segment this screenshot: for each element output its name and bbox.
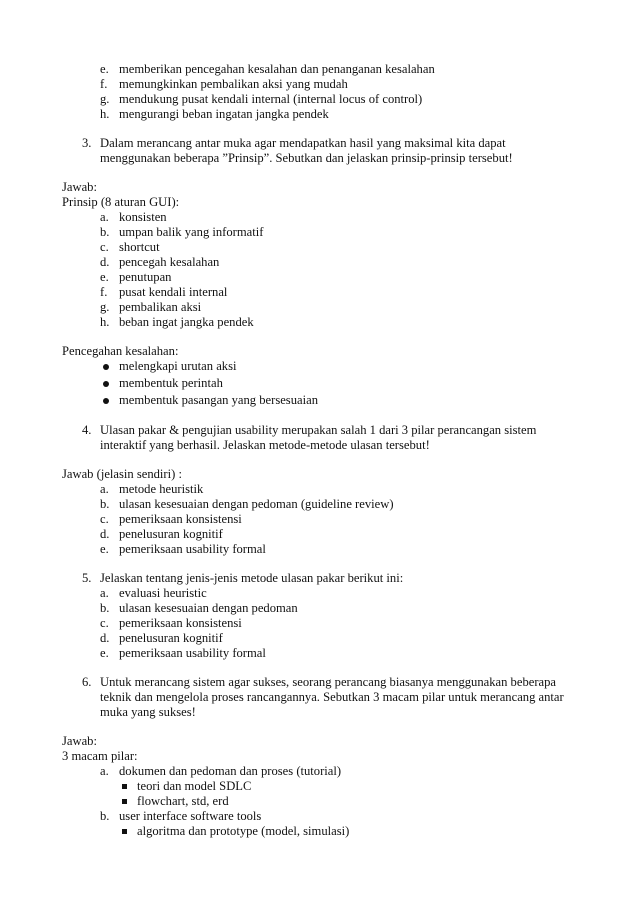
list-item: umpan balik yang informatif bbox=[119, 225, 264, 239]
list-item: memberikan pencegahan kesalahan dan penanganan kesalahan bbox=[119, 62, 435, 76]
list-marker: d. bbox=[100, 527, 110, 541]
sub-bullet-item: flowchart, std, erd bbox=[137, 794, 229, 808]
list-marker: f. bbox=[100, 285, 108, 299]
question-number: 4. bbox=[82, 423, 92, 437]
list-item: penelusuran kognitif bbox=[119, 527, 223, 541]
sub-bullet-item: algoritma dan prototype (model, simulasi) bbox=[137, 824, 350, 838]
list-marker: e. bbox=[100, 646, 109, 660]
list-marker: h. bbox=[100, 315, 110, 329]
square-bullet-icon bbox=[122, 799, 127, 804]
answer-label: Jawab: bbox=[62, 180, 97, 194]
list-item: penelusuran kognitif bbox=[119, 631, 223, 645]
list-item: pemeriksaan konsistensi bbox=[119, 512, 242, 526]
list-item: pusat kendali internal bbox=[119, 285, 228, 299]
list-item: memungkinkan pembalikan aksi yang mudah bbox=[119, 77, 348, 91]
list-marker: a. bbox=[100, 482, 109, 496]
question-text: teknik dan mengelola proses rancangannya. Sebutkan 3 macam pilar untuk merancang antar bbox=[100, 690, 564, 704]
list-item: mendukung pusat kendali internal (internal locus of control) bbox=[119, 92, 423, 106]
list-marker: h. bbox=[100, 107, 110, 121]
list-item: shortcut bbox=[119, 240, 160, 254]
question-text: Untuk merancang sistem agar sukses, seorang perancang biasanya menggunakan beberapa bbox=[100, 675, 557, 689]
list-marker: b. bbox=[100, 225, 110, 239]
answer-label: Jawab (jelasin sendiri) : bbox=[62, 467, 182, 481]
bullet-icon bbox=[103, 364, 109, 370]
list-marker: b. bbox=[100, 497, 110, 511]
question-number: 3. bbox=[82, 136, 92, 150]
question-text: Dalam merancang antar muka agar mendapatkan hasil yang maksimal kita dapat bbox=[100, 136, 506, 150]
list-item: user interface software tools bbox=[119, 809, 262, 823]
list-marker: e. bbox=[100, 542, 109, 556]
list-item: pembalikan aksi bbox=[119, 300, 202, 314]
list-item: pencegah kesalahan bbox=[119, 255, 220, 269]
question-text: muka yang sukses! bbox=[100, 705, 196, 719]
question-text: interaktif yang berhasil. Jelaskan metode-metode ulasan tersebut! bbox=[100, 438, 430, 452]
bullet-item: membentuk pasangan yang bersesuaian bbox=[119, 393, 318, 407]
list-marker: a. bbox=[100, 586, 109, 600]
question-number: 6. bbox=[82, 675, 92, 689]
question-text: menggunakan beberapa ”Prinsip”. Sebutkan dan jelaskan prinsip-prinsip tersebut! bbox=[100, 151, 513, 165]
list-marker: d. bbox=[100, 631, 110, 645]
section-heading: Pencegahan kesalahan: bbox=[62, 344, 179, 358]
question-text: Ulasan pakar & pengujian usability merupakan salah 1 dari 3 pilar perancangan sistem bbox=[100, 423, 537, 437]
list-marker: b. bbox=[100, 809, 110, 823]
square-bullet-icon bbox=[122, 829, 127, 834]
section-heading: 3 macam pilar: bbox=[62, 749, 138, 763]
list-item: beban ingat jangka pendek bbox=[119, 315, 254, 329]
list-marker: c. bbox=[100, 512, 109, 526]
list-item: pemeriksaan konsistensi bbox=[119, 616, 242, 630]
bullet-icon bbox=[103, 381, 109, 387]
list-marker: g. bbox=[100, 92, 110, 106]
list-marker: c. bbox=[100, 616, 109, 630]
bullet-icon bbox=[103, 398, 109, 404]
sub-bullet-item: teori dan model SDLC bbox=[137, 779, 252, 793]
list-item: pemeriksaan usability formal bbox=[119, 646, 266, 660]
question-text: Jelaskan tentang jenis-jenis metode ulasan pakar berikut ini: bbox=[100, 571, 404, 585]
list-item: ulasan kesesuaian dengan pedoman bbox=[119, 601, 298, 615]
section-heading: Prinsip (8 aturan GUI): bbox=[62, 195, 180, 209]
list-marker: a. bbox=[100, 764, 109, 778]
list-marker: e. bbox=[100, 270, 109, 284]
list-marker: f. bbox=[100, 77, 108, 91]
list-item: pemeriksaan usability formal bbox=[119, 542, 266, 556]
list-marker: e. bbox=[100, 62, 109, 76]
list-marker: g. bbox=[100, 300, 110, 314]
question-number: 5. bbox=[82, 571, 92, 585]
list-item: mengurangi beban ingatan jangka pendek bbox=[119, 107, 329, 121]
list-marker: a. bbox=[100, 210, 109, 224]
bullet-item: membentuk perintah bbox=[119, 376, 223, 390]
list-item: penutupan bbox=[119, 270, 172, 284]
list-marker: c. bbox=[100, 240, 109, 254]
list-item: konsisten bbox=[119, 210, 167, 224]
list-item: ulasan kesesuaian dengan pedoman (guideline review) bbox=[119, 497, 394, 511]
answer-label: Jawab: bbox=[62, 734, 97, 748]
list-item: dokumen dan pedoman dan proses (tutorial) bbox=[119, 764, 342, 778]
square-bullet-icon bbox=[122, 784, 127, 789]
bullet-item: melengkapi urutan aksi bbox=[119, 359, 237, 373]
list-item: evaluasi heuristic bbox=[119, 586, 207, 600]
list-marker: b. bbox=[100, 601, 110, 615]
list-item: metode heuristik bbox=[119, 482, 204, 496]
list-marker: d. bbox=[100, 255, 110, 269]
